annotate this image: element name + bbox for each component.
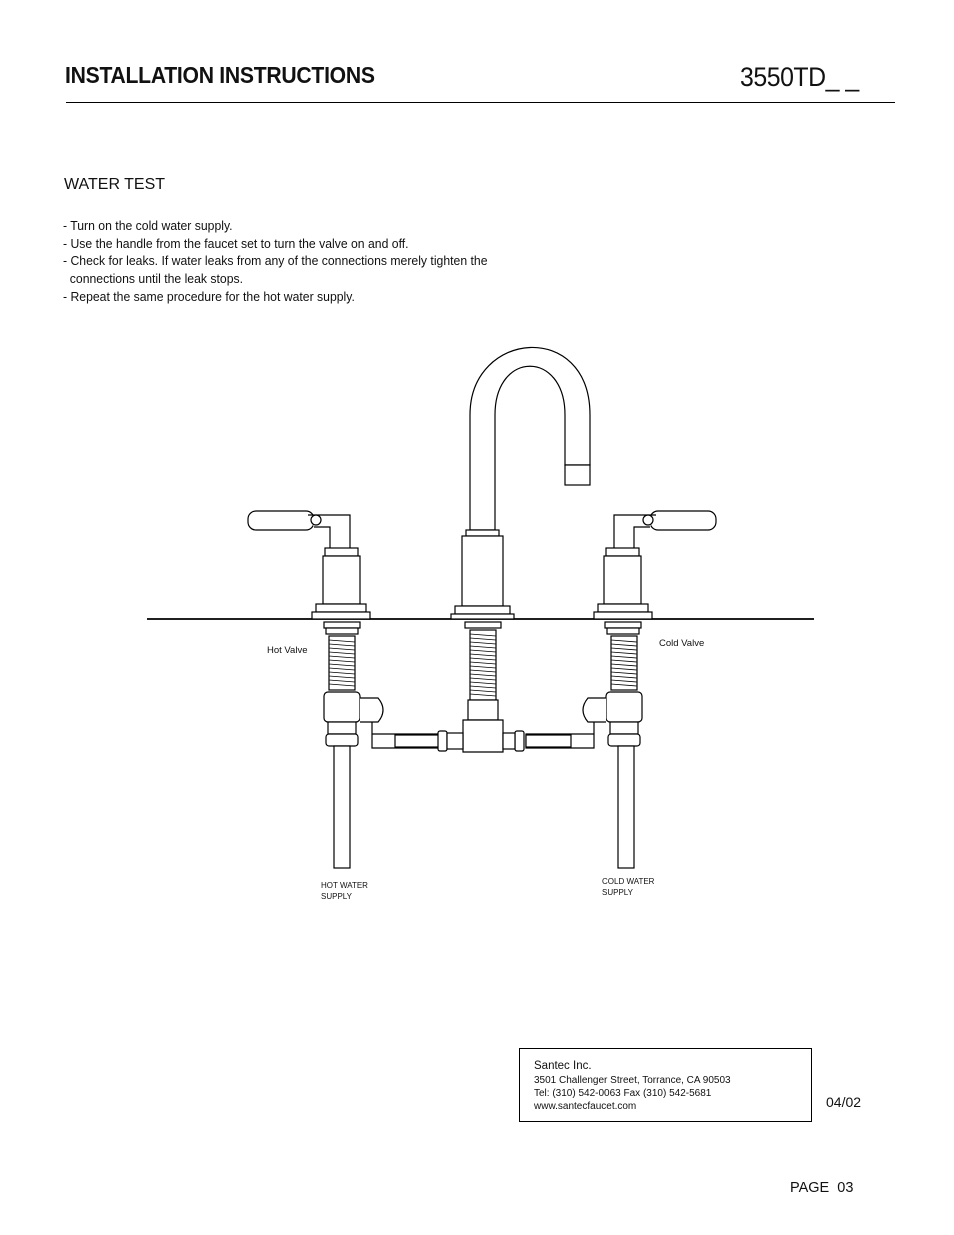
spout-shank [463,622,503,752]
instruction-step: - Use the handle from the faucet set to turn the valve on and off. [63,235,409,251]
instruction-step: - Turn on the cold water supply. [63,218,233,233]
cold-supply-line-1: COLD WATER [602,877,655,886]
company-website: www.santecfaucet.com [534,1101,637,1112]
hot-valve [248,511,383,868]
revision-date: 04/02 [826,1094,862,1110]
cold-water-supply-label [602,876,654,898]
cold-valve [583,511,716,868]
hot-supply-line-1: HOT WATER [321,881,368,890]
instruction-step: - Check for leaks. If water leaks from any of the connections merely tighten the [63,253,488,269]
section-heading: WATER TEST [64,176,166,193]
company-phone: Tel: (310) 542-0063 Fax (310) 542-5681 [534,1088,712,1099]
hot-supply-line-2: SUPPLY [321,892,352,901]
page-title: INSTALLATION INSTRUCTIONS [65,62,375,88]
instruction-list [63,217,488,306]
cold-valve-label: Cold Valve [659,638,705,649]
hot-valve-label: Hot Valve [267,645,308,656]
faucet-diagram [0,330,954,920]
spout [451,347,590,619]
model-number: 3550TD_ _ [740,62,859,92]
hot-water-supply-label [321,880,368,902]
instruction-step: connections until the leak stops. [63,271,244,287]
company-address: 3501 Challenger Street, Torrance, CA 90503 [534,1075,731,1086]
cold-supply-line-2: SUPPLY [602,888,633,897]
page-number: PAGE 03 [790,1180,854,1196]
company-name: Santec Inc. [534,1060,592,1072]
instruction-step: - Repeat the same procedure for the hot water supply. [63,288,355,304]
header-rule [66,102,895,103]
